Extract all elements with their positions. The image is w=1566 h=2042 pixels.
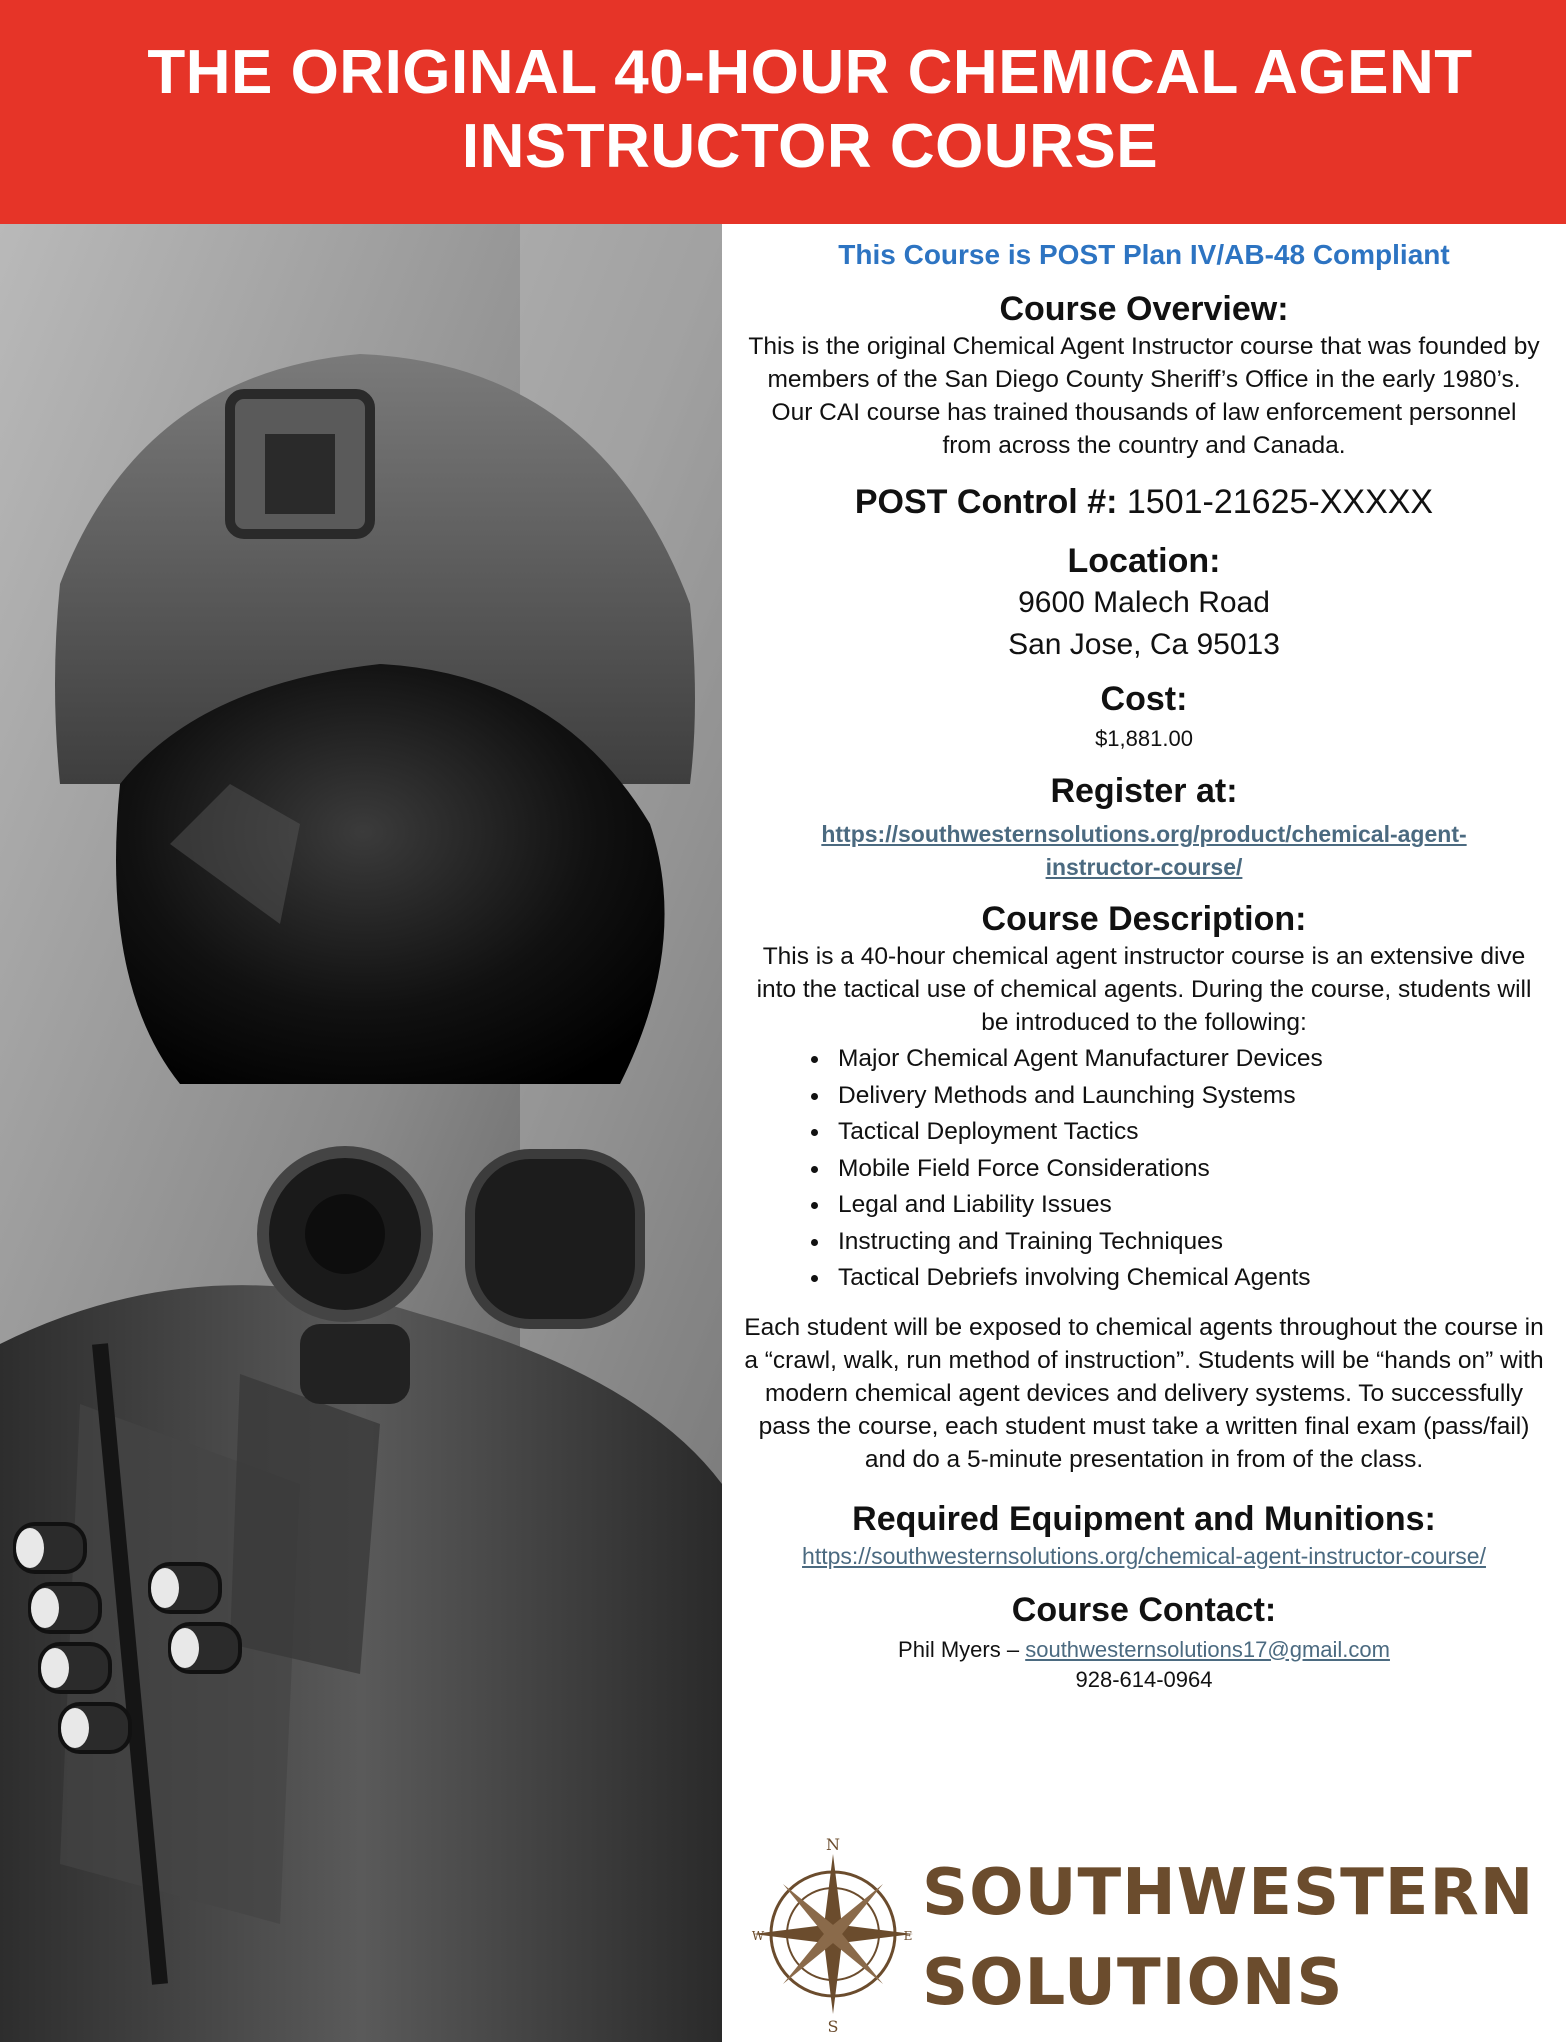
contact-email-link[interactable]: southwesternsolutions17@gmail.com bbox=[1025, 1636, 1390, 1662]
overview-text: This is the original Chemical Agent Instructor course that was founded by members of the San Diego County Sheriff’s Office in the early 1980’s. Our CAI course has trained thousands of law enforcement personnel from across the country and Canada. bbox=[748, 333, 1540, 459]
title-banner bbox=[0, 0, 1566, 224]
list-item: Delivery Methods and Launching Systems bbox=[744, 1078, 1544, 1115]
equipment-link[interactable]: https://southwesternsolutions.org/chemical-agent-instructor-course/ bbox=[802, 1542, 1486, 1569]
course-info-panel bbox=[722, 224, 1566, 2042]
post-control-value: 1501-21625-XXXXX bbox=[1126, 483, 1434, 521]
description-closing: Each student will be exposed to chemical agents throughout the course in a “crawl, walk, run method of instruction”. Students will be “hands on” with modern chemical agent devices and delivery systems. To successfully pass the course, each student must take a written final exam (pass/fail) and do a 5-minute presentation in from of the class. bbox=[744, 1313, 1544, 1473]
description-heading: Course Description: bbox=[981, 900, 1307, 938]
contact-line bbox=[744, 1635, 1544, 1665]
register-link-line-2: instructor-course/ bbox=[1045, 854, 1243, 880]
topic-list bbox=[744, 1041, 1544, 1297]
compass-n-label: N bbox=[826, 1835, 840, 1854]
cost-heading: Cost: bbox=[1100, 680, 1188, 718]
register-link[interactable] bbox=[744, 818, 1544, 884]
post-control-label: POST Control #: bbox=[854, 483, 1118, 521]
cost-value: $1,881.00 bbox=[1095, 726, 1193, 751]
logo-line-1: SOUTHWESTERN bbox=[922, 1856, 1535, 1930]
post-control-line bbox=[744, 480, 1544, 524]
logo-line-2: SOLUTIONS bbox=[922, 1946, 1344, 2020]
compass-rose-icon bbox=[748, 1834, 918, 2034]
compliance-note: This Course is POST Plan IV/AB-48 Compliant bbox=[838, 239, 1450, 270]
contact-phone: 928-614-0964 bbox=[1075, 1666, 1213, 1692]
location-address-line-1: 9600 Malech Road bbox=[1018, 586, 1270, 619]
compass-s-label: S bbox=[827, 2017, 839, 2034]
list-item: Tactical Deployment Tactics bbox=[744, 1114, 1544, 1151]
list-item: Tactical Debriefs involving Chemical Agents bbox=[744, 1260, 1544, 1297]
logo-wordmark bbox=[922, 1848, 1534, 2028]
company-logo bbox=[742, 1834, 1542, 2034]
list-item: Major Chemical Agent Manufacturer Devices bbox=[744, 1041, 1544, 1078]
register-link-line-1: https://southwesternsolutions.org/product/chemical-agent- bbox=[821, 821, 1467, 847]
page-title-line-1: THE ORIGINAL 40-HOUR CHEMICAL AGENT bbox=[147, 38, 1473, 107]
page-title bbox=[110, 36, 1510, 184]
location-address-line-2: San Jose, Ca 95013 bbox=[1008, 628, 1280, 661]
location-heading: Location: bbox=[1067, 542, 1221, 580]
equipment-heading: Required Equipment and Munitions: bbox=[852, 1499, 1436, 1538]
overview-heading: Course Overview: bbox=[999, 290, 1289, 328]
compass-w-label: W bbox=[751, 1929, 765, 1943]
page-title-line-2: INSTRUCTOR COURSE bbox=[461, 112, 1159, 181]
list-item: Mobile Field Force Considerations bbox=[744, 1151, 1544, 1188]
description-intro: This is a 40-hour chemical agent instructor course is an extensive dive into the tactical use of chemical agents. During the course, students will be introduced to the following: bbox=[756, 943, 1532, 1036]
list-item: Instructing and Training Techniques bbox=[744, 1224, 1544, 1261]
register-heading: Register at: bbox=[1050, 772, 1238, 810]
list-item: Legal and Liability Issues bbox=[744, 1187, 1544, 1224]
contact-heading: Course Contact: bbox=[1011, 1590, 1277, 1629]
soldier-gas-mask-photo bbox=[0, 224, 722, 2042]
compass-e-label: E bbox=[903, 1929, 913, 1943]
contact-name: Phil Myers – bbox=[898, 1636, 1020, 1662]
